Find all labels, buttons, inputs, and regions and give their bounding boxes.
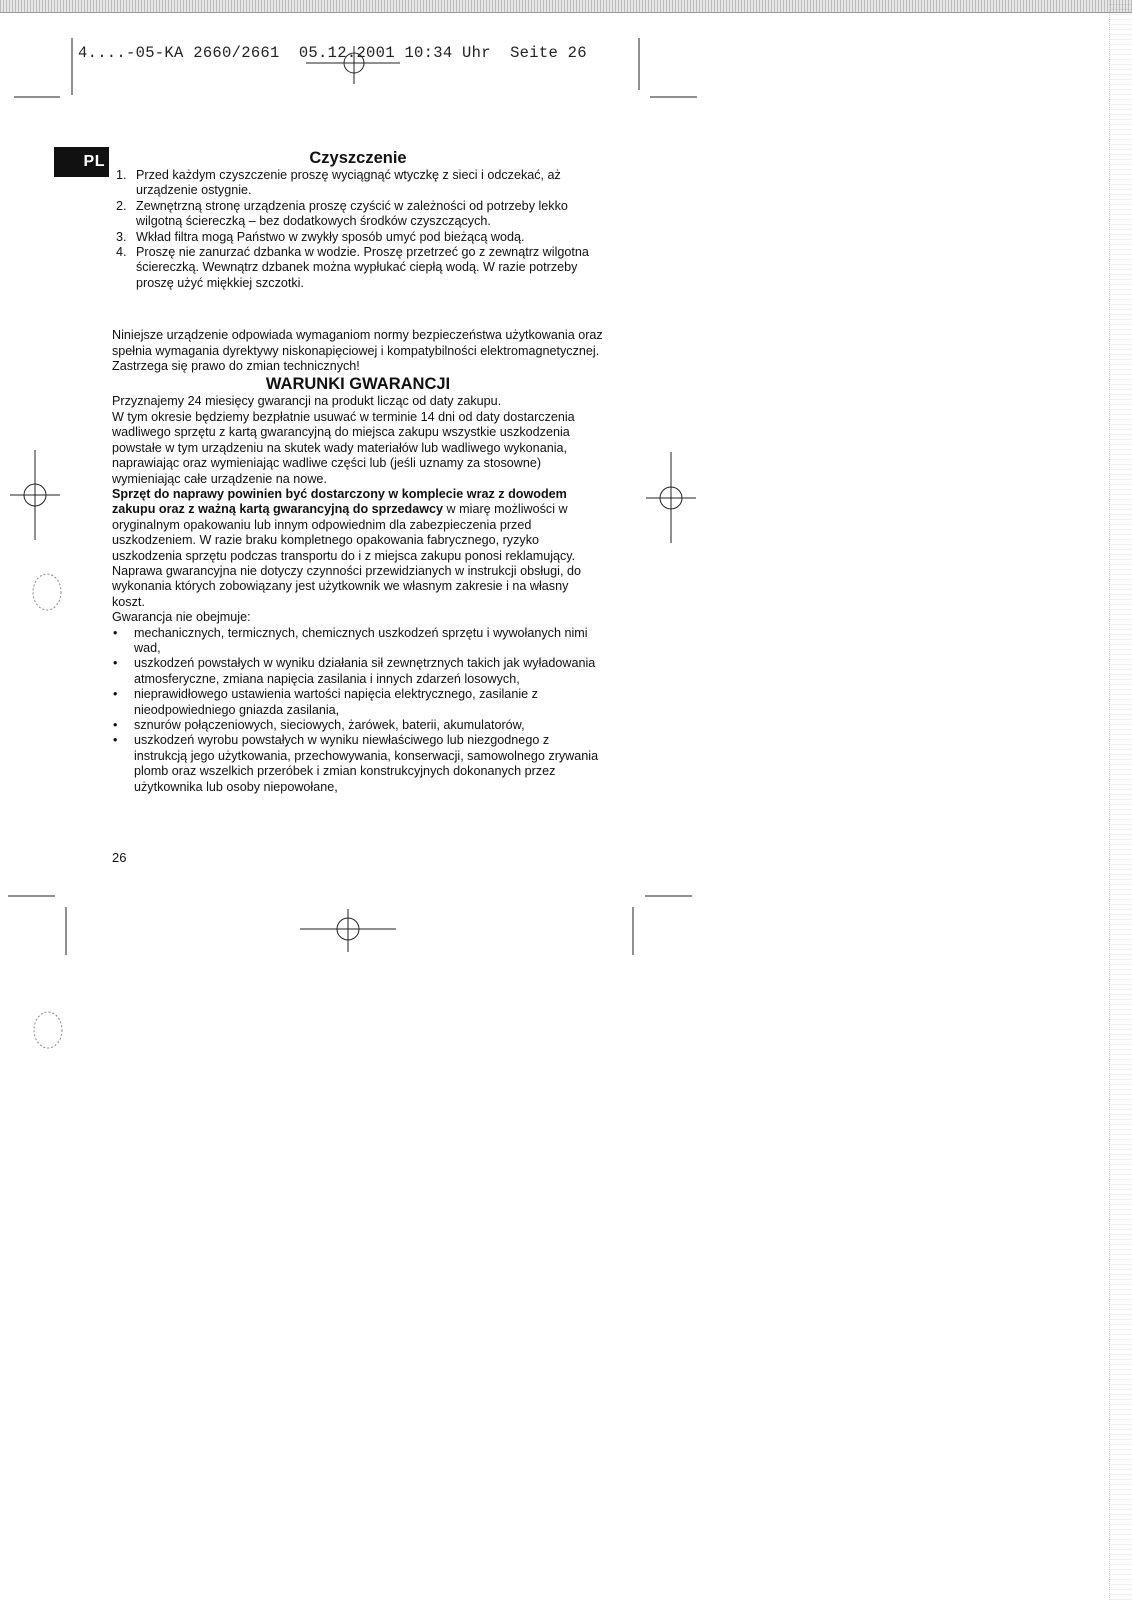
warranty-period: Przyznajemy 24 miesięcy gwarancji na produkt licząc od daty zakupu. <box>112 394 502 409</box>
cleaning-step <box>112 199 604 230</box>
step-text: Zewnętrzną stronę urządzenia proszę czyścić w zależności od potrzeby lekko wilgotną ściereczką – bez dodatkowych środków czyszczących. <box>136 198 568 229</box>
warranty-delivery-rest: w miarę możliwości w oryginalnym opakowaniu lub innym odpowiednim dla zabezpieczenia przed uszkodzeniem. W razie braku kompletnego opakowania fabrycznego, ryzyko uszkodzenia sprzętu podczas transportu do i z miejsca zakupu ponosi reklamujący. <box>112 502 576 563</box>
exclusion-text: uszkodzeń powstałych w wyniku działania sił zewnętrznych takich jak wyładowania atmosferyczne, zmiana napięcia zasilania i innych zdarzeń losowych, <box>134 656 596 686</box>
step-text: Przed każdym czyszczenie proszę wyciągnąć wtyczkę z sieci i odczekać, aż urządzenie ostygnie. <box>136 168 561 198</box>
print-header-line: 4....-05-KA 2660/2661 05.12.2001 10:34 Uhr Seite 26 <box>78 44 587 62</box>
list-item <box>112 687 604 718</box>
warranty-delivery-terms <box>112 487 604 564</box>
technical-changes-reservation: Zastrzega się prawo do zmian technicznych! <box>112 359 360 374</box>
warranty-user-obligations: Naprawa gwarancyjna nie dotyczy czynności przewidzianych w instrukcji obsługi, do wykonania których zobowiązany jest użytkownik we własnym zakresie i na własny koszt. <box>112 563 581 609</box>
cleaning-step <box>112 245 604 291</box>
exclusion-text: nieprawidłowego ustawienia wartości napięcia elektrycznego, zasilanie z nieodpowiedniego gniazda zasilania, <box>134 687 538 717</box>
warranty-repair-terms: W tym okresie będziemy bezpłatnie usuwać w terminie 14 dni od daty dostarczenia wadliwego sprzętu z kartą gwarancyjną do miejsca zakupu wszystkie uszkodzenia powstałe w tym urządzeniu na skutek wady materiałów lub wadliwego wykonania, naprawiając oraz wymieniając wadliwe części lub (jeśli uznamy za stosowne) wymieniając całe urządzenie na nowe. <box>112 409 575 486</box>
language-badge: PL <box>54 147 109 177</box>
bullet: • <box>113 733 118 748</box>
step-text: Proszę nie zanurzać dzbanka w wodzie. Proszę przetrzeć go z zewnątrz wilgotna ściereczką. Wewnątrz dzbanek można wypłukać ciepłą wodą. W razie potrzeby proszę użyć miękkiej szczotki. <box>136 245 589 290</box>
warranty-title: WARUNKI GWARANCJI <box>265 375 451 394</box>
list-item <box>112 656 604 687</box>
step-number: 1. <box>116 168 127 182</box>
bullet: • <box>113 687 118 702</box>
bullet: • <box>113 656 118 671</box>
conformity-statement: Niniejsze urządzenie odpowiada wymaganiom normy bezpieczeństwa użytkowania oraz spełnia wymagania dyrektywy niskonapięciowej i kompatybilności elektromagnetycznej. <box>112 328 603 358</box>
cleaning-step <box>112 230 604 245</box>
step-number: 4. <box>116 245 127 260</box>
warranty-exclusions-list <box>112 626 604 795</box>
bullet: • <box>113 625 118 640</box>
step-number: 3. <box>116 229 127 244</box>
warranty-exclusions-intro: Gwarancja nie obejmuje: <box>112 610 251 625</box>
warranty-delivery-bold: Sprzęt do naprawy powinien być dostarczony w komplecie wraz z dowodem zakupu oraz z ważną kartą gwarancyjną do sprzedawcy <box>112 486 567 517</box>
cleaning-step <box>112 168 604 199</box>
list-item <box>112 626 604 657</box>
cleaning-title: Czyszczenie <box>309 149 407 167</box>
bullet: • <box>113 718 118 732</box>
cleaning-steps <box>112 168 604 291</box>
list-item <box>112 733 604 795</box>
exclusion-text: mechanicznych, termicznych, chemicznych uszkodzeń sprzętu i wywołanych nimi wad, <box>134 625 588 655</box>
page-number: 26 <box>112 850 127 865</box>
list-item <box>112 718 604 733</box>
exclusion-text: sznurów połączeniowych, sieciowych, żarówek, baterii, akumulatorów, <box>134 718 525 732</box>
step-text: Wkład filtra mogą Państwo w zwykły sposób umyć pod bieżącą wodą. <box>136 229 525 244</box>
exclusion-text: uszkodzeń wyrobu powstałych w wyniku niewłaściwego lub niezgodnego z instrukcją jego użytkowania, przechowywania, konserwacji, samowolnego zrywania plomb oraz wszelkich przeróbek i zmian konstrukcyjnych dokonanych przez użytkownika lub osoby niepowołane, <box>134 733 599 794</box>
page-content <box>112 148 604 795</box>
step-number: 2. <box>116 198 127 213</box>
